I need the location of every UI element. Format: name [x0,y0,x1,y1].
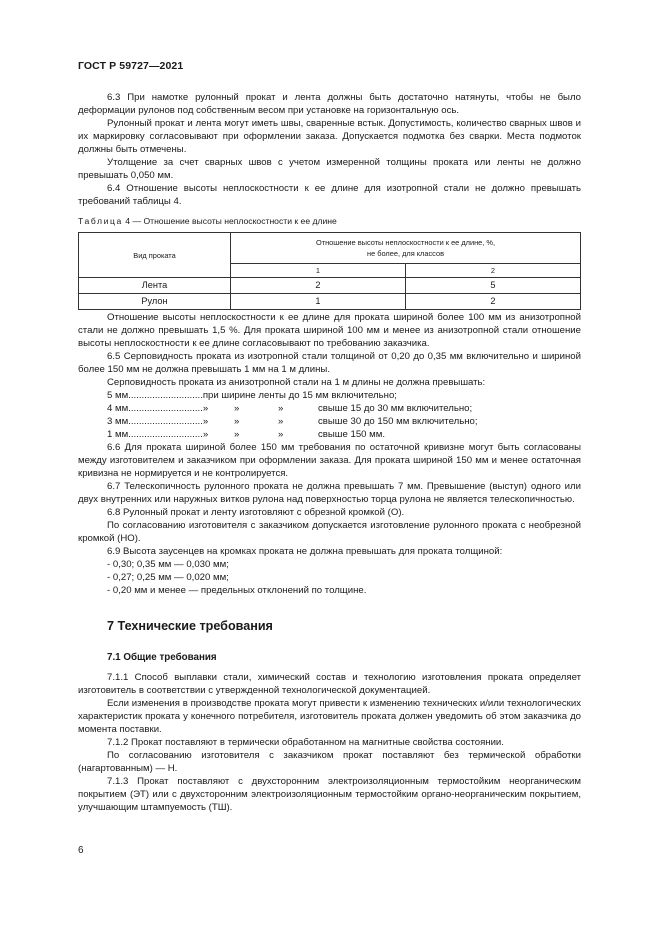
table-header-row [79,233,581,264]
camber-ditto: » [234,403,240,414]
camber-ditto: » [234,416,240,427]
camber-value: 4 мм............................» [107,403,209,414]
paragraph: 6.7 Телескопичность рулонного проката не должна превышать 7 мм. Превышение (выступ) одного или двух внутренних или наружных витков рулона над поверхностью торца рулона не является телескопичностью. [78,481,581,505]
col-kind-header: Вид проката [79,233,231,278]
table-caption-text: 4 — Отношение высоты неплоскостности к ее длине [125,216,337,226]
paragraph: 6.3 При намотке рулонный прокат и лента должны быть достаточно натянуты, чтобы не было деформации рулонов под собственным весом при установке на горизонтальную ось. [78,92,581,116]
cell-kind: Рулон [79,294,231,310]
camber-row [78,402,581,415]
list-item: - 0,27; 0,25 мм — 0,020 мм; [107,572,229,583]
camber-ditto: » [278,403,284,414]
paragraph: Отношение высоты неплоскостности к ее длине для проката шириной более 100 мм из анизотропной стали не должно превышать 1,5 %. Для проката шириной 100 мм и менее из анизотропной стали отношение высоты неплоскостности к ее длине согласовывают по требованию заказчика. [78,312,581,349]
class-1-header: 1 [231,264,406,278]
paragraph: 7.1.2 Прокат поставляют в термически обработанном на магнитные свойства состоянии. [107,737,504,748]
camber-row [78,389,581,402]
col-ratio-line-1: Отношение высоты неплоскостности к ее длине, %, [315,238,496,247]
camber-ditto: » [278,429,284,440]
col-ratio-header [231,233,581,264]
class-2-header: 2 [405,264,580,278]
camber-row [78,415,581,428]
section-title: 7 Технические требования [107,619,273,633]
document-header: ГОСТ Р 59727—2021 [78,60,184,72]
paragraph: Утолщение за счет сварных швов с учетом измеренной толщины проката или ленты не должно превышать 0,050 мм. [78,157,581,181]
table-row [79,278,581,294]
paragraph: Рулонный прокат и лента могут иметь швы, сваренные встык. Допустимость, количество сварных швов и их маркировку согласовывают при оформлении заказа. Допускается подмотка без сварки. Места подмоток должны быть отмечены. [78,118,581,155]
paragraph: По согласованию изготовителя с заказчиком прокат поставляют без термической обработки (нагартованным) — Н. [78,750,581,774]
camber-value: 3 мм............................» [107,416,209,427]
list-item: - 0,30; 0,35 мм — 0,030 мм; [107,559,229,570]
cell-kind: Лента [79,278,231,294]
paragraph: По согласованию изготовителя с заказчиком допускается изготовление рулонного проката с необрезной кромкой (НО). [78,520,581,544]
col-ratio-line-2: не более, для классов [367,249,444,258]
cell-class-2: 2 [405,294,580,310]
subsection-title: 7.1 Общие требования [107,652,217,663]
camber-list [78,389,581,441]
paragraph: 6.4 Отношение высоты неплоскостности к ее длине для изотропной стали не должно превышать требований таблицы 4. [78,183,581,207]
camber-value: 1 мм............................» [107,429,209,440]
cell-class-2: 5 [405,278,580,294]
camber-ditto: » [278,416,284,427]
camber-range: свыше 15 до 30 мм включительно; [318,403,473,414]
table-caption [78,215,581,228]
paragraph: 6.6 Для проката шириной более 150 мм требования по остаточной кривизне могут быть согласованы между изготовителем и заказчиком при оформлении заказа. Для проката шириной 150 мм и менее остаточная кривизна не нормируется и не контролируется. [78,442,581,479]
list-item: - 0,20 мм и менее — предельных отклонений по толщине. [107,585,367,596]
paragraph: 6.5 Серповидность проката из изотропной стали толщиной от 0,20 до 0,35 мм включительно и шириной более 150 мм не должна превышать 1 мм на 1 м длины. [78,351,581,375]
paragraph: 7.1.1 Способ выплавки стали, химический состав и технологию изготовления проката определяет изготовитель в соответствии с утвержденной технологической документацией. [78,672,581,696]
cell-class-1: 1 [231,294,406,310]
paragraph: 6.9 Высота заусенцев на кромках проката не должна превышать для проката толщиной: [107,546,503,557]
camber-row [78,428,581,441]
paragraph: Серповидность проката из анизотропной стали на 1 м длины не должна превышать: [107,377,486,388]
cell-class-1: 2 [231,278,406,294]
camber-text: 5 мм............................при ширине ленты до 15 мм включительно; [107,390,397,401]
camber-range: свыше 150 мм. [318,429,386,440]
table-row [79,294,581,310]
flatness-table [78,232,581,310]
camber-range: свыше 30 до 150 мм включительно; [318,416,478,427]
camber-ditto: » [234,429,240,440]
document-body [78,91,581,814]
paragraph: Если изменения в производстве проката могут привести к изменению технических и/или технологических характеристик проката у конечного потребителя, изготовитель проката должен уведомить об этом заказчика до момента поставки. [78,698,581,735]
page-number: 6 [78,845,84,856]
paragraph: 7.1.3 Прокат поставляют с двухсторонним электроизоляционным термостойким неорганическим покрытием (ЭТ) или с двухсторонним электроизоляционным термостойким органо-неорганическим покрытием, улучшающим штампуемость (ТШ). [78,776,581,813]
paragraph: 6.8 Рулонный прокат и ленту изготовляют с обрезной кромкой (О). [107,507,405,518]
table-caption-prefix: Таблица [78,216,123,226]
